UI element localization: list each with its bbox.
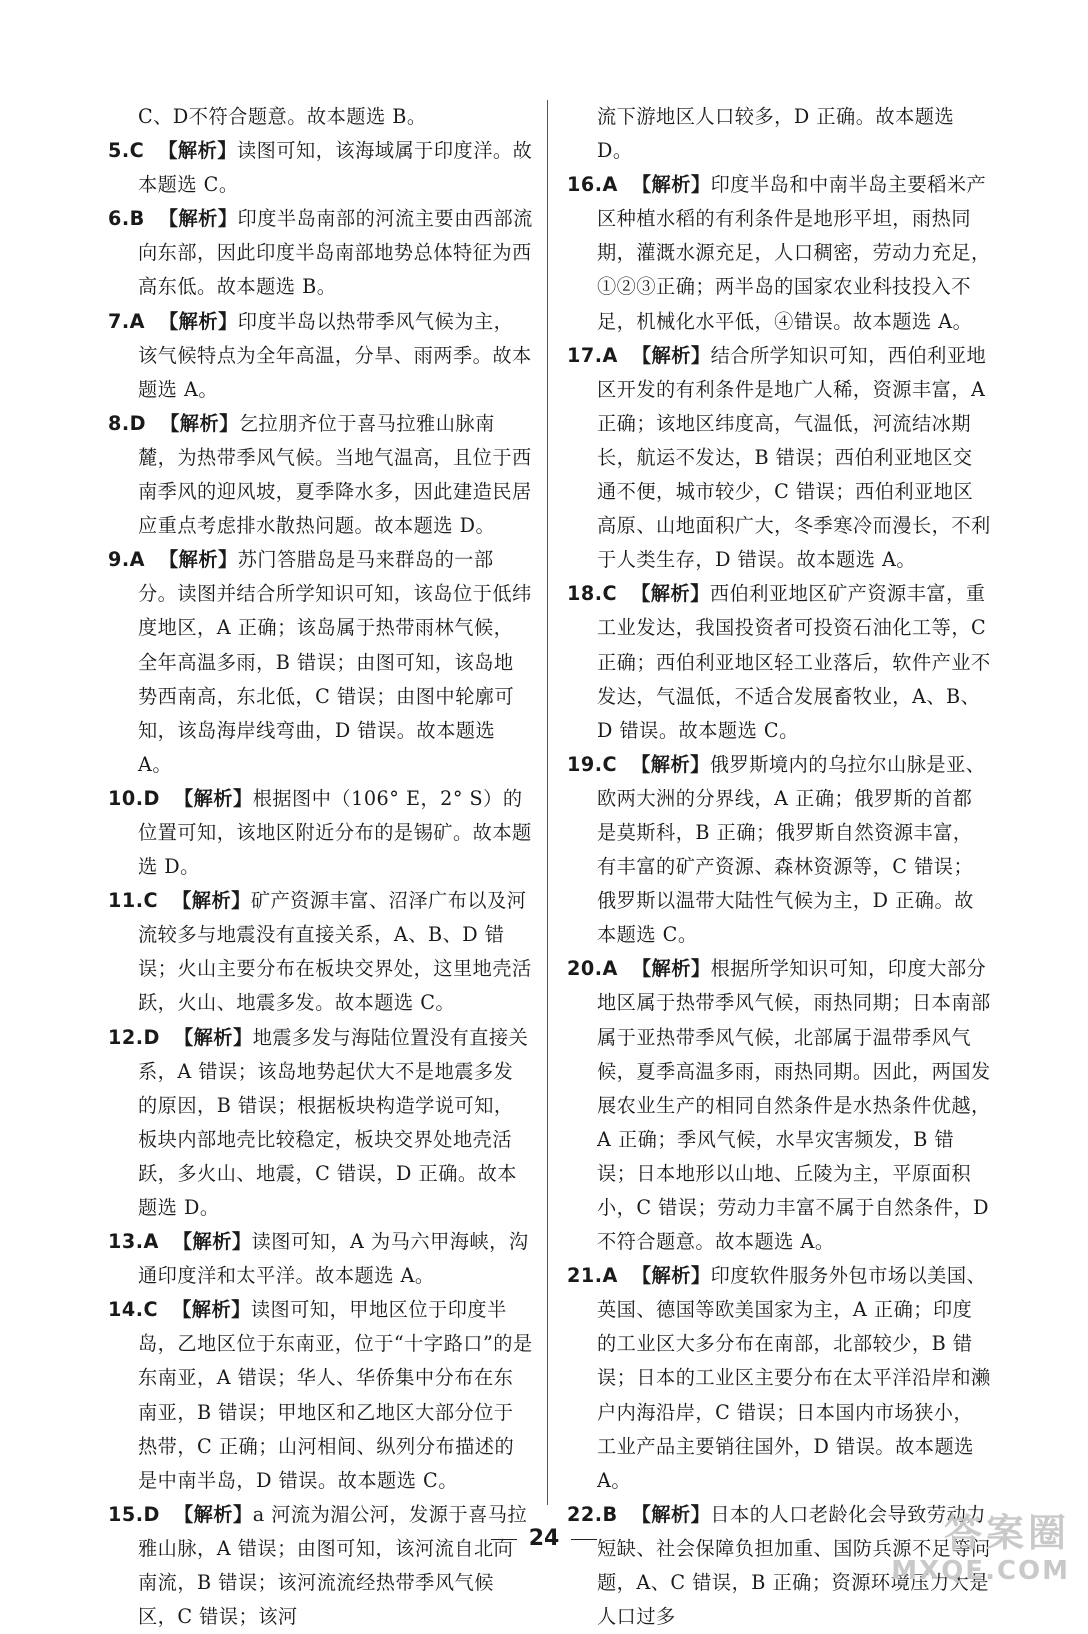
answer-item [108, 1498, 533, 1634]
answer-letter: D [143, 1025, 160, 1049]
analysis-tag: 【解析】 [631, 752, 710, 776]
answer-letter: A [602, 1264, 618, 1288]
watermark-title: 答案圈 [943, 1511, 1070, 1555]
analysis-tag: 【解析】 [173, 1025, 253, 1049]
answer-letter: A [602, 173, 618, 197]
answer-letter: D [129, 411, 147, 435]
analysis-text: 读图可知，A 为马六甲海峡，沟通印度洋和太平洋。故本题选 A。 [138, 1230, 529, 1288]
analysis-text: 读图可知，甲地区位于印度半岛，乙地区位于东南亚，位于“十字路口”的是东南亚，A 错误；华人、华侨集中分布在东南亚，B 错误；甲地区和乙地区大部分位于热带，C 正确；山河相间、纵列分布描述的是中南半岛，D 错误。故本题选 C。 [138, 1298, 533, 1492]
analysis-tag: 【解析】 [159, 309, 238, 333]
column-divider [547, 100, 548, 1505]
analysis-text: 西伯利亚地区矿产资源丰富，重工业发达，我国投资者可投资石油化工等，C 正确；西伯利亚地区轻工业落后，软件产业不发达，气温低，不适合发展畜牧业，A、B、D 错误。故本题选 C。 [597, 582, 991, 742]
analysis-tag: 【解析】 [159, 548, 238, 572]
question-number: 8. [108, 411, 130, 435]
analysis-text: 矿产资源丰富、沼泽广布以及河流较多与地震没有直接关系，A、B、D 错误；火山主要分布在板块交界处，这里地壳活跃，火山、地震多发。故本题选 C。 [138, 889, 532, 1015]
analysis-text: 地震多发与海陆位置没有直接关系，A 错误；该岛地势起伏大不是地震多发的原因，B 错误；根据板块构造学说可知，板块内部地壳比较稳定，板块交界处地壳活跃，多火山、地震，C 错误，D 正确。故本题选 D。 [138, 1025, 529, 1219]
right-column [567, 100, 992, 1634]
answer-item [108, 884, 533, 1020]
answer-letter: C [129, 139, 145, 163]
question-number: 12. [108, 1025, 144, 1049]
analysis-text: 俄罗斯境内的乌拉尔山脉是亚、欧两大洲的分界线，A 正确；俄罗斯的首都是莫斯科，B 正确；俄罗斯自然资源丰富，有丰富的矿产资源、森林资源等，C 错误；俄罗斯以温带大陆性气候为主，D 正确。故本题选 C。 [597, 752, 986, 947]
answer-item [108, 305, 533, 407]
analysis-tag: 【解析】 [631, 1264, 711, 1288]
answer-letter: A [143, 1230, 159, 1254]
analysis-tag: 【解析】 [172, 1230, 252, 1254]
question-number: 18. [567, 582, 603, 606]
analysis-text: 印度半岛南部的河流主要由西部流向东部，因此印度半岛南部地势总体特征为西高东低。故本题选 B。 [138, 207, 533, 299]
answer-letter: B [602, 1502, 618, 1526]
answer-item [567, 577, 992, 747]
analysis-tag: 【解析】 [631, 1502, 711, 1526]
answer-item [108, 134, 533, 202]
question-number: 21. [567, 1264, 603, 1288]
answer-letter: A [129, 548, 145, 572]
answer-item [567, 339, 992, 578]
question-number: 6. [108, 207, 130, 231]
analysis-tag: 【解析】 [631, 343, 711, 367]
analysis-text: 印度软件服务外包市场以美国、英国、德国等欧美国家为主，A 正确；印度的工业区大多分布在南部，北部较少，B 错误；日本的工业区主要分布在太平洋沿岸和濑户内海沿岸，C 错误；日本国内市场狭小，工业产品主要销往国外，D 错误。故本题选 A。 [597, 1264, 991, 1492]
answer-item [567, 952, 992, 1259]
analysis-tag: 【解析】 [631, 582, 710, 606]
footer-dash-right [571, 1539, 597, 1540]
answer-letter: C [143, 889, 159, 913]
analysis-text: 苏门答腊岛是马来群岛的一部分。读图并结合所学知识可知，该岛位于低纬度地区，A 正确；该岛属于热带雨林气候，全年高温多雨，B 错误；由图可知，该岛地势西南高，东北低，C 错误；由图中轮廓可知，该岛海岸线弯曲，D 错误。故本题选 A。 [138, 548, 532, 776]
answer-letter: B [129, 207, 145, 231]
answer-letter: D [143, 1502, 160, 1526]
question-number: 5. [108, 139, 130, 163]
answer-item [567, 748, 992, 953]
left-answer-list [108, 134, 533, 1634]
answer-item [108, 1225, 533, 1293]
answer-item [108, 202, 533, 304]
analysis-text: a 河流为湄公河，发源于喜马拉雅山脉，A 错误；由图可知，该河流自北向南流，B 错误；该河流流经热带季风气候区，C 错误；该河 [138, 1502, 528, 1629]
analysis-tag: 【解析】 [160, 411, 239, 435]
analysis-text: 乞拉朋齐位于喜马拉雅山脉南麓，为热带季风气候。当地气温高，且位于西南季风的迎风坡，夏季降水多，因此建造民居应重点考虑排水散热问题。故本题选 D。 [138, 411, 532, 538]
answer-item [108, 407, 533, 543]
analysis-text: 印度半岛以热带季风气候为主，该气候特点为全年高温，分旱、雨两季。故本题选 A。 [138, 309, 532, 401]
answer-letter: D [143, 786, 160, 810]
analysis-text: 结合所学知识可知，西伯利亚地区开发的有利条件是地广人稀，资源丰富，A 正确；该地区纬度高，气温低，河流结冰期长，航运不发达，B 错误；西伯利亚地区交通不便，城市较少，C 错误；西伯利亚地区高原、山地面积广大，冬季寒冷而漫长，不利于人类生存，D 错误。故本题选 A。 [597, 343, 991, 572]
analysis-tag: 【解析】 [172, 1298, 251, 1322]
answer-letter: C [602, 752, 618, 776]
analysis-text: 根据所学知识可知，印度大部分地区属于热带季风气候，雨热同期；日本南部属于亚热带季风气候，北部属于温带季风气候，夏季高温多雨，雨热同期。因此，两国发展农业生产的相同自然条件是水热条件优越，A 正确；季风气候，水旱灾害频发，B 错误；日本地形以山地、丘陵为主，平原面积小，C 错误；劳动力丰富不属于自然条件，D 不符合题意。故本题选 A。 [597, 957, 991, 1254]
question-number: 15. [108, 1502, 144, 1526]
answer-item [567, 1259, 992, 1498]
footer-dash-left [491, 1539, 517, 1540]
question-number: 22. [567, 1502, 603, 1526]
analysis-text: 印度半岛和中南半岛主要稻米产区种植水稻的有利条件是地形平坦，雨热同期，灌溉水源充足，人口稠密，劳动力充足，①②③正确；两半岛的国家农业科技投入不足，机械化水平低，④错误。故本题选 A。 [597, 173, 991, 333]
analysis-text: 根据图中（106° E，2° S）的位置可知，该地区附近分布的是锡矿。故本题选 D。 [138, 786, 532, 879]
question-number: 14. [108, 1298, 144, 1322]
continuation-text: 流下游地区人口较多，D 正确。故本题选 D。 [597, 105, 955, 163]
analysis-tag: 【解析】 [158, 207, 238, 231]
analysis-tag: 【解析】 [158, 139, 237, 163]
question-number: 20. [567, 957, 603, 981]
question-number: 11. [108, 889, 144, 913]
question-number: 16. [567, 173, 603, 197]
watermark-logo [830, 1510, 1070, 1590]
answer-letter: C [143, 1298, 159, 1322]
answer-letter: A [602, 957, 618, 981]
answer-item [108, 1293, 533, 1498]
answer-item [108, 543, 533, 782]
answer-item [108, 1021, 533, 1226]
question-number: 13. [108, 1230, 144, 1254]
right-answer-list [567, 168, 992, 1634]
left-column [108, 100, 533, 1634]
question-number: 9. [108, 548, 130, 572]
question-number: 7. [108, 309, 130, 333]
answer-item [567, 168, 992, 338]
answer-item [108, 782, 533, 884]
analysis-tag: 【解析】 [173, 786, 253, 810]
question-number: 19. [567, 752, 603, 776]
analysis-text: 日本的人口老龄化会导致劳动力短缺、社会保障负担加重、国防兵源不足等问题，A、C 错误，B 正确；资源环境压力大是人口过多 [597, 1502, 991, 1629]
analysis-text: 读图可知，该海域属于印度洋。故本题选 C。 [138, 139, 533, 197]
analysis-tag: 【解析】 [631, 957, 711, 981]
analysis-tag: 【解析】 [172, 889, 251, 913]
question-number: 10. [108, 786, 144, 810]
question-number: 17. [567, 343, 603, 367]
analysis-tag: 【解析】 [631, 173, 711, 197]
answer-letter: C [602, 582, 618, 606]
answer-letter: A [129, 309, 145, 333]
continuation-text: C、D不符合题意。故本题选 B。 [138, 105, 427, 128]
page-number: 24 [528, 1526, 560, 1551]
analysis-tag: 【解析】 [173, 1502, 253, 1526]
watermark-url: MXQE.COM [891, 1556, 1070, 1586]
answer-letter: A [602, 343, 618, 367]
